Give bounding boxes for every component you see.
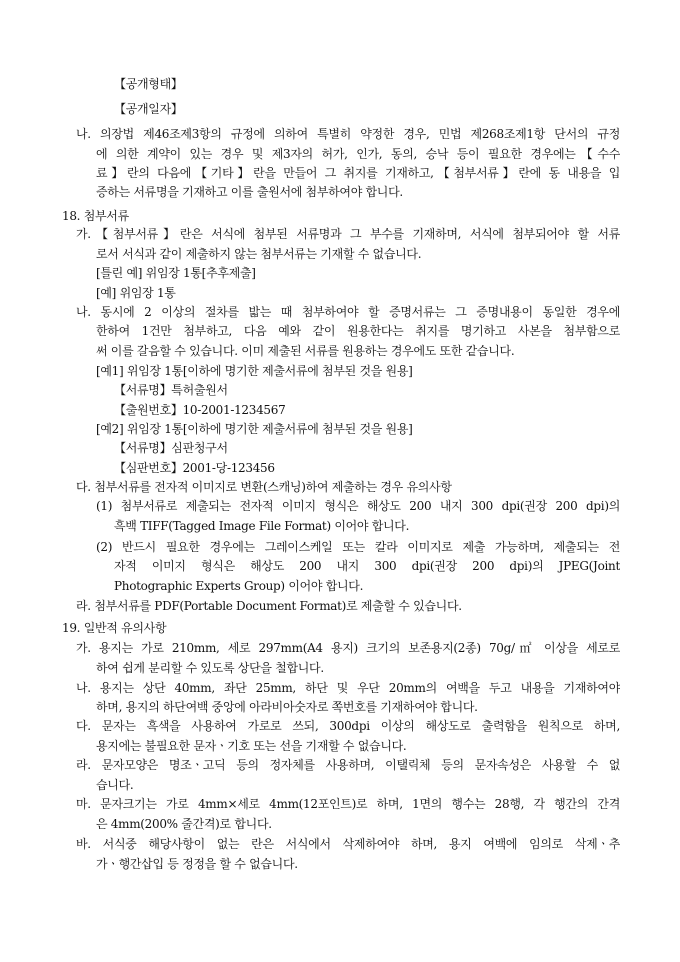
text-line: [틀린 예] 위임장 1통[추후제출] bbox=[96, 266, 256, 280]
text-line: 가ㆍ행간삽입 등 정정을 할 수 없습니다. bbox=[96, 857, 298, 871]
text-line: 【공개형태】 bbox=[114, 77, 183, 91]
text-line: (1) 첨부서류로 제출되는 전자적 이미지 형식은 해상도 200 내지 300 dpi(권장 200 dpi)의 bbox=[96, 499, 620, 513]
text-line: 라. 문자모양은 명조ㆍ고딕 등의 정자체를 사용하며, 이탤릭체 등의 문자속성은 사용할 수 없 bbox=[76, 758, 620, 772]
text-line: 【심판번호】2001-당-123456 bbox=[114, 461, 275, 475]
text-line: 바. 서식중 해당사항이 없는 란은 서식에서 삭제하여야 하며, 용지 여백에 임의로 삭제ㆍ추 bbox=[76, 837, 620, 851]
text-line: 가. 용지는 가로 210mm, 세로 297mm(A4 용지) 크기의 보존용지(2종) 70g/㎡ 이상을 세로로 bbox=[76, 641, 620, 655]
text-line: 써 이를 갈음할 수 있습니다. 이미 제출된 서류를 원용하는 경우에도 또한 같습니다. bbox=[96, 344, 515, 358]
text-line: 18. 첨부서류 bbox=[62, 209, 129, 223]
text-line: 【출원번호】10-2001-1234567 bbox=[114, 403, 286, 417]
text-line: 마. 문자크기는 가로 4mm×세로 4mm(12포인트)로 하며, 1면의 행수는 28행, 각 행간의 간격 bbox=[76, 797, 620, 811]
text-line: [예2] 위임장 1통[이하에 명기한 제출서류에 첨부된 것을 원용] bbox=[96, 422, 413, 436]
text-line: 습니다. bbox=[96, 778, 134, 792]
text-line: 다. 첨부서류를 전자적 이미지로 변환(스캐닝)하여 제출하는 경우 유의사항 bbox=[76, 480, 452, 494]
text-line: [예] 위임장 1통 bbox=[96, 286, 176, 300]
text-line: (2) 반드시 필요한 경우에는 그레이스케일 또는 칼라 이미지로 제출 가능하며, 제출되는 전 bbox=[96, 540, 620, 554]
text-line: 한하여 1건만 첨부하고, 다음 예와 같이 원용한다는 취지를 명기하고 사본을 첨부함으로 bbox=[96, 324, 620, 338]
text-line: 다. 문자는 흑색을 사용하여 가로로 쓰되, 300dpi 이상의 해상도로 출력함을 원칙으로 하며, bbox=[76, 719, 620, 733]
text-line: Photographic Experts Group) 이어야 합니다. bbox=[114, 579, 364, 593]
text-line: 19. 일반적 유의사항 bbox=[62, 621, 167, 635]
text-line: 나. 동시에 2 이상의 절차를 밟는 때 첨부하여야 할 증명서류는 그 증명내용이 동일한 경우에 bbox=[76, 305, 620, 319]
text-line: 로서 서식과 같이 제출하지 않는 첨부서류는 기재할 수 없습니다. bbox=[96, 247, 422, 261]
text-line: 하여 쉽게 분리할 수 있도록 상단을 철합니다. bbox=[96, 661, 324, 675]
text-line: 나. 의장법 제46조제3항의 규정에 의하여 특별히 약정한 경우, 민법 제268조제1항 단서의 규정 bbox=[76, 127, 620, 141]
text-line: 하며, 용지의 하단여백 중앙에 아라비아숫자로 쪽번호를 기재하여야 합니다. bbox=[96, 700, 478, 714]
text-line: 가.【첨부서류】란은 서식에 첨부된 서류명과 그 부수를 기재하며, 서식에 첨부되어야 할 서류 bbox=[76, 227, 620, 241]
text-line: [예1] 위임장 1통[이하에 명기한 제출서류에 첨부된 것을 원용] bbox=[96, 364, 413, 378]
text-line: 【서류명】심판청구서 bbox=[114, 441, 228, 455]
text-line: 흑백 TIFF(Tagged Image File Format) 이어야 합니다. bbox=[114, 519, 410, 533]
text-line: 용지에는 불필요한 문자ㆍ기호 또는 선을 기재할 수 없습니다. bbox=[96, 739, 407, 753]
text-line: 【서류명】특허출원서 bbox=[114, 383, 228, 397]
text-line: 은 4mm(200% 줄간격)로 합니다. bbox=[96, 817, 272, 831]
text-line: 나. 용지는 상단 40mm, 좌단 25mm, 하단 및 우단 20mm의 여백을 두고 내용을 기재하여야 bbox=[76, 681, 620, 695]
text-line: 라. 첨부서류를 PDF(Portable Document Format)로 제출할 수 있습니다. bbox=[76, 599, 462, 613]
text-line: 증하는 서류명을 기재하고 이를 출원서에 첨부하여야 합니다. bbox=[96, 185, 403, 199]
text-line: 료】란의 다음에【기타】란을 만들어 그 취지를 기재하고,【첨부서류】란에 동 내용을 입 bbox=[96, 166, 620, 180]
text-line: 자적 이미지 형식은 해상도 200 내지 300 dpi(권장 200 dpi)의 JPEG(Joint bbox=[114, 559, 620, 573]
text-line: 【공개일자】 bbox=[114, 102, 183, 116]
text-line: 에 의한 계약이 있는 경우 및 제3자의 허가, 인가, 동의, 승낙 등이 필요한 경우에는【수수 bbox=[96, 147, 620, 161]
